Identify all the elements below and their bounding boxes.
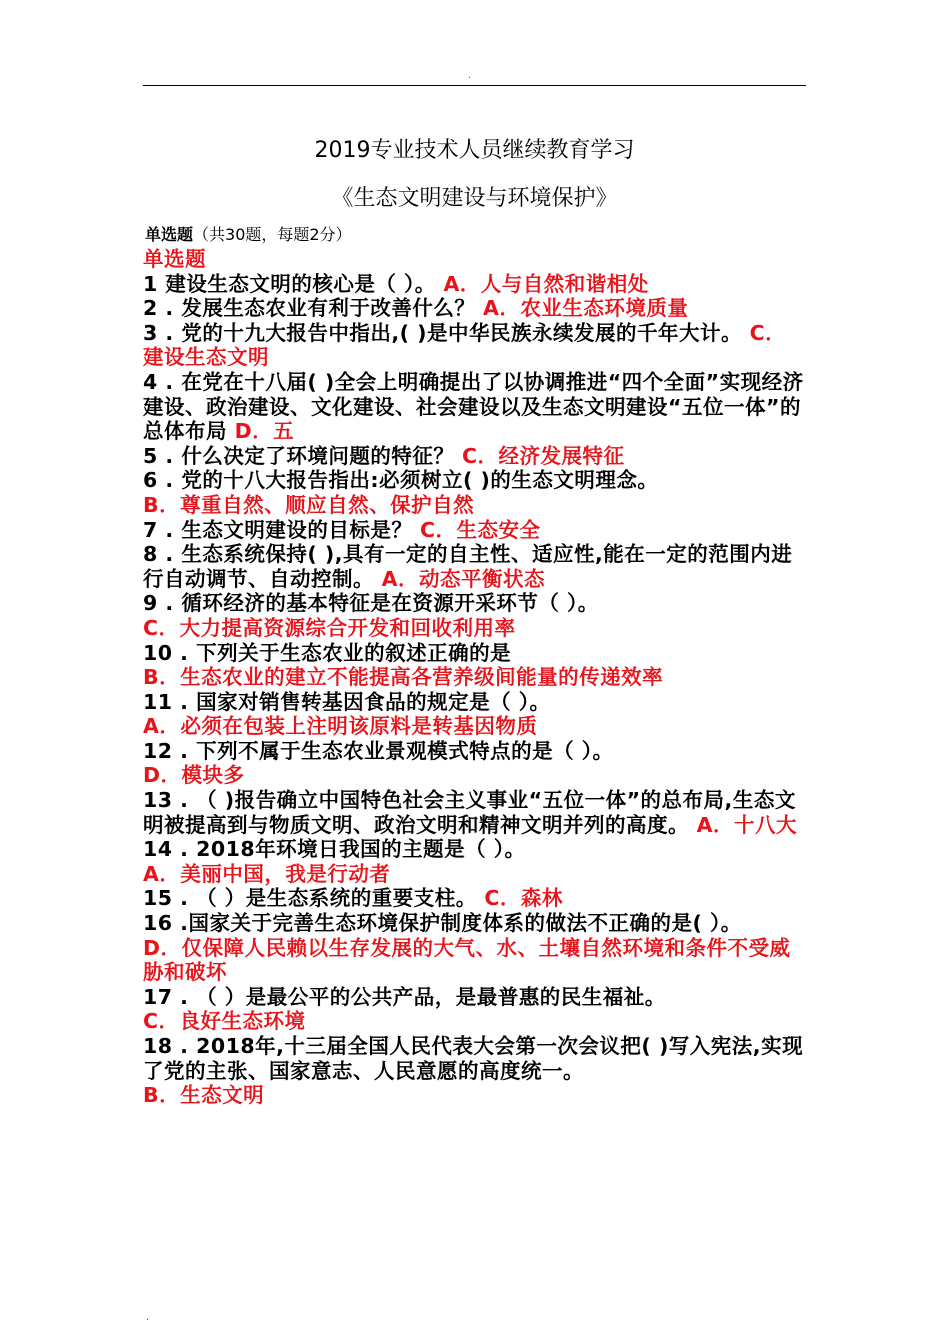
question-list: [143, 247, 806, 1108]
question-item: [143, 542, 806, 591]
question-item: [143, 690, 806, 715]
question-text: 5 . 什么决定了环境问题的特征？: [143, 443, 462, 468]
question-item: [143, 444, 806, 469]
answer-line: [143, 616, 806, 641]
answer-line: [143, 714, 806, 739]
question-text: 4 . 在党在十八届( )全会上明确提出了以协调推进“四个全面”实现经济建设、政治建设、文化建设、社会建设以及生态文明建设“五位一体”的总体布局: [143, 369, 804, 444]
question-item: [143, 837, 806, 862]
answer-line: [143, 493, 806, 518]
header-rule: [143, 85, 806, 86]
section-label: 单选题: [145, 225, 194, 244]
answer-text: C．经济发展特征: [461, 443, 625, 468]
header-dot: .: [468, 70, 472, 81]
question-item: [143, 518, 806, 543]
answer-text: A．必须在包装上注明该原料是转基因物质: [143, 714, 538, 739]
question-text: 2 . 发展生态农业有利于改善什么？: [143, 296, 483, 321]
question-text: 11 . 国家对销售转基因食品的规定是（ ）。: [143, 689, 551, 714]
question-text: 6 . 党的十八大报告指出:必须树立( )的生态文明理念。: [143, 468, 659, 493]
answer-line: [143, 936, 806, 985]
answer-text: A．动态平衡状态: [381, 566, 546, 591]
question-text: 9 . 循环经济的基本特征是在资源开采环节（ ）。: [143, 591, 599, 616]
question-item: [143, 321, 806, 370]
answer-text: D．仅保障人民赖以生存发展的大气、水、土壤自然环境和条件不受威胁和破坏: [143, 935, 791, 985]
question-item: [143, 739, 806, 764]
answer-text: D．五: [234, 419, 295, 444]
question-text: 15 . （ ）是生态系统的重要支柱。: [143, 886, 485, 911]
answer-text: A．农业生态环境质量: [482, 296, 689, 321]
answer-text: C．良好生态环境: [143, 1009, 306, 1034]
answer-text: C．大力提高资源综合开发和回收利用率: [143, 615, 516, 640]
answer-line: [143, 763, 806, 788]
question-item: [143, 788, 806, 837]
answer-text: C．森林: [484, 886, 563, 911]
question-text: 10 . 下列关于生态农业的叙述正确的是: [143, 640, 512, 665]
answer-text: A．十八大: [696, 812, 798, 837]
question-item: [143, 370, 806, 444]
answer-text: B．生态文明: [143, 1083, 265, 1108]
question-item: [143, 641, 806, 666]
document-subtitle: 《生态文明建设与环境保护》: [331, 186, 618, 211]
question-text: 13 . （ )报告确立中国特色社会主义事业“五位一体”的总布局,生态文明被提高到与物质文明、政治文明和精神文明并列的高度。: [143, 788, 796, 837]
question-text: 7 . 生态文明建设的目标是？: [143, 517, 420, 542]
question-item: [143, 591, 806, 616]
question-text: 3 . 党的十九大报告中指出,( )是中华民族永续发展的千年大计。: [143, 320, 750, 345]
question-item: [143, 272, 806, 297]
question-item: [143, 911, 806, 936]
answer-line: [143, 1083, 806, 1108]
answer-line: [143, 665, 806, 690]
question-text: 18 . 2018年,十三届全国人民代表大会第一次会议把( )写入宪法,实现了党的主张、国家意志、人民意愿的高度统一。: [143, 1034, 804, 1083]
question-item: [143, 296, 806, 321]
answer-text: D．模块多: [143, 763, 245, 788]
section-heading: 单选题: [143, 247, 206, 271]
question-text: 14 . 2018年环境日我国的主题是（ ）。: [143, 837, 526, 862]
section-count: （共30题，每题2分）: [193, 225, 352, 244]
answer-text: C．生态安全: [419, 517, 541, 542]
answer-text: B．生态农业的建立不能提高各营养级间能量的传递效率: [143, 665, 664, 690]
question-item: [143, 985, 806, 1010]
answer-text: A．人与自然和谐相处: [443, 271, 649, 296]
question-item: [143, 1034, 806, 1083]
question-text: 1 建设生态文明的核心是（ ）。: [143, 271, 444, 296]
answer-line: [143, 1009, 806, 1034]
answer-text: B．尊重自然、顺应自然、保护自然: [143, 492, 475, 517]
question-item: [143, 468, 806, 493]
footer-dot: .: [146, 1312, 150, 1323]
answer-text: C．建设生态文明: [143, 320, 787, 370]
document-title: 2019专业技术人员继续教育学习: [314, 138, 635, 163]
answer-text: A．美丽中国，我是行动者: [143, 861, 391, 886]
section-info: [145, 224, 352, 246]
question-text: 17 . （ ）是最公平的公共产品，是最普惠的民生福祉。: [143, 984, 666, 1009]
question-text: 12 . 下列不属于生态农业景观模式特点的是（ ）。: [143, 738, 614, 763]
answer-line: [143, 862, 806, 887]
question-text: 16 .国家关于完善生态环境保护制度体系的做法不正确的是( ）。: [143, 911, 742, 936]
question-item: [143, 886, 806, 911]
question-text: 8 . 生态系统保持( ),具有一定的自主性、适应性,能在一定的范围内进行自动调节、自动控制。: [143, 542, 793, 591]
